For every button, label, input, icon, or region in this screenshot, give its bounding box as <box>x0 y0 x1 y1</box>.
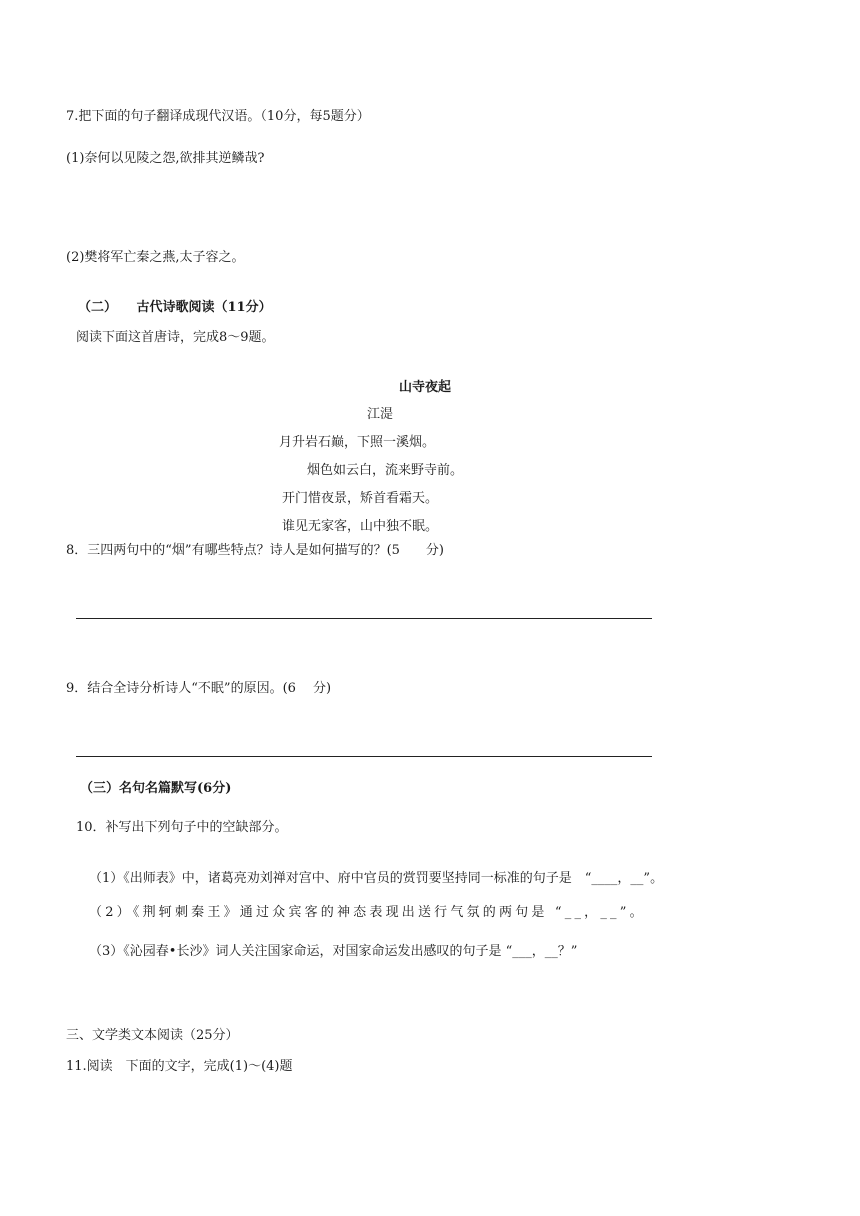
poem-author: 江湜 <box>367 407 394 422</box>
fill-blank-item: （2）《荆轲刺秦王》通过众宾客的神态表现出送行气氛的两句是 “__，__”。 <box>89 905 646 920</box>
poem-line: 开门惜夜景，矫首看霜天。 <box>282 491 439 506</box>
section-3-heading: （三）名句名篇默写(6分) <box>80 781 232 796</box>
answer-line <box>76 756 652 757</box>
question-9: 9．结合全诗分析诗人“不眠”的原因。(6 分) <box>66 681 332 696</box>
question-7-sentence-2: (2)樊将军亡秦之燕,太子容之。 <box>66 250 245 265</box>
poem-line: 谁见无家客，山中独不眠。 <box>282 519 439 534</box>
section-2-intro: 阅读下面这首唐诗，完成8～9题。 <box>76 330 275 345</box>
part-3-heading: 三、文学类文本阅读（25分） <box>66 1028 239 1043</box>
poem-line: 月升岩石巅，下照一溪烟。 <box>279 435 436 450</box>
question-7-sentence-1: (1)奈何以见陵之怨,欲排其逆鳞哉? <box>66 151 265 166</box>
fill-blank-item: （3）《沁园春•长沙》词人关注国家命运，对国家命运发出感叹的句子是 “___，__？” <box>89 944 578 959</box>
poem-line: 烟色如云白，流来野寺前。 <box>307 463 464 478</box>
fill-blank-item: （1）《出师表》中，诸葛亮劝刘禅对宫中、府中官员的赏罚要坚持同一标准的句子是 “____，__”。 <box>89 871 664 886</box>
poem-title: 山寺夜起 <box>399 380 452 395</box>
question-10: 10．补写出下列句子中的空缺部分。 <box>76 820 288 835</box>
question-8: 8．三四两句中的“烟”有哪些特点？诗人是如何描写的？(5 分) <box>66 543 444 558</box>
question-7-title: 7.把下面的句子翻译成现代汉语。（10分，每5题分） <box>66 109 370 124</box>
section-2-heading: （二） 古代诗歌阅读（11分） <box>78 300 272 315</box>
answer-line <box>76 618 652 619</box>
question-11: 11.阅读 下面的文字，完成(1)～(4)题 <box>66 1059 293 1074</box>
